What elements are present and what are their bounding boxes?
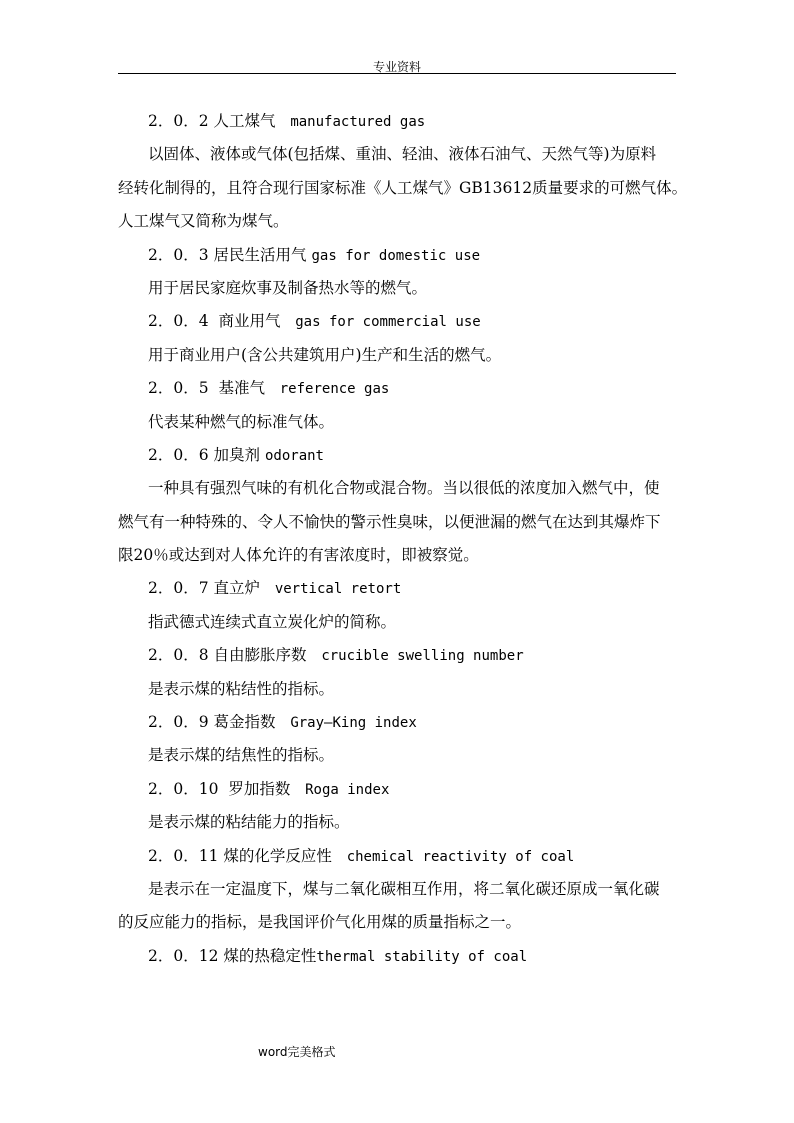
definition-line: 是表示煤的结焦性的指标。: [148, 746, 335, 765]
term-line: [118, 639, 676, 672]
term-zh: 人工煤气: [213, 112, 276, 130]
term-zh: 商业用气: [218, 312, 281, 331]
term-number: 2．0．6: [148, 445, 209, 464]
term-en: chemical reactivity of coal: [346, 848, 575, 865]
term-en: gas for domestic use: [311, 247, 481, 264]
term-en: thermal stability of coal: [316, 948, 528, 965]
term-line: [118, 706, 676, 739]
term-zh: 居民生活用气: [213, 245, 307, 264]
term-zh: 煤的化学反应性: [223, 846, 332, 865]
term-line: [118, 305, 676, 338]
term-number: 2．0．5: [148, 379, 209, 398]
definition-line: 人工煤气又简称为煤气。: [118, 212, 289, 231]
term-zh: 罗加指数: [228, 779, 291, 798]
term-line: [118, 572, 676, 605]
header-rule: [118, 73, 676, 74]
term-en: manufactured gas: [290, 114, 426, 130]
term-line: [118, 105, 676, 138]
term-en: gas for commercial use: [295, 314, 481, 331]
definition-line: 是表示煤的粘结性的指标。: [148, 679, 335, 698]
term-line: [118, 439, 676, 472]
definition-line: 是表示煤的粘结能力的指标。: [148, 813, 350, 832]
term-line: [118, 773, 676, 806]
term-en: odorant: [264, 447, 324, 464]
term-number: 2．0．2: [148, 112, 209, 130]
term-zh: 葛金指数: [213, 713, 276, 732]
term-number: 2．0．7: [148, 579, 209, 598]
definition-line: 是表示在一定温度下，煤与二氧化碳相互作用，将二氧化碳还原成一氧化碳: [148, 879, 660, 898]
page-footer: word完美格式: [258, 1045, 336, 1059]
term-line: [118, 372, 676, 405]
definition-line: 限20％或达到对人体允许的有害浓度时，即被察觉。: [118, 546, 479, 565]
term-line: [118, 239, 676, 272]
term-en: crucible swelling number: [321, 648, 524, 665]
term-number: 2．0．12: [148, 946, 219, 965]
definition-line: 以固体、液体或气体(包括煤、重油、轻油、液体石油气、天然气等)为原料: [148, 145, 657, 164]
term-number: 2．0．4: [148, 312, 209, 331]
term-zh: 直立炉: [213, 579, 261, 598]
term-line: [118, 940, 676, 973]
definition-line: 用于居民家庭炊事及制备热水等的燃气。: [148, 278, 428, 297]
term-zh: 加臭剂: [213, 445, 261, 464]
definition-line: 燃气有一种特殊的、令人不愉快的警示性臭味，以便泄漏的燃气在达到其爆炸下: [118, 512, 661, 531]
term-zh: 自由膨胀序数: [213, 646, 307, 665]
term-number: 2．0．10: [148, 779, 219, 798]
term-en: Roga index: [305, 781, 390, 798]
definition-line: 经转化制得的，且符合现行国家标准《人工煤气》GB13612质量要求的可燃气体。: [118, 178, 688, 197]
definition-line: 的反应能力的指标，是我国评价气化用煤的质量指标之一。: [118, 913, 522, 932]
definition-line: 代表某种燃气的标准气体。: [148, 412, 335, 431]
term-zh: 基准气: [218, 379, 265, 398]
document-body: [118, 105, 688, 973]
term-number: 2．0．3: [148, 245, 209, 264]
page-header: 专业资料: [372, 60, 421, 74]
term-number: 2．0．8: [148, 646, 209, 665]
term-en: reference gas: [279, 381, 390, 398]
term-line: [118, 840, 676, 873]
definition-line: 用于商业用户(含公共建筑用户)生产和生活的燃气。: [148, 345, 502, 364]
definition-line: 指武德式连续式直立炭化炉的简称。: [148, 612, 397, 631]
term-number: 2．0．11: [148, 846, 219, 865]
term-en: vertical retort: [274, 581, 402, 598]
term-zh: 煤的热稳定性: [223, 946, 317, 965]
definition-line: 一种具有强烈气味的有机化合物或混合物。当以很低的浓度加入燃气中，使: [148, 479, 660, 498]
term-number: 2．0．9: [148, 713, 209, 732]
term-en: Gray—King index: [290, 715, 417, 732]
